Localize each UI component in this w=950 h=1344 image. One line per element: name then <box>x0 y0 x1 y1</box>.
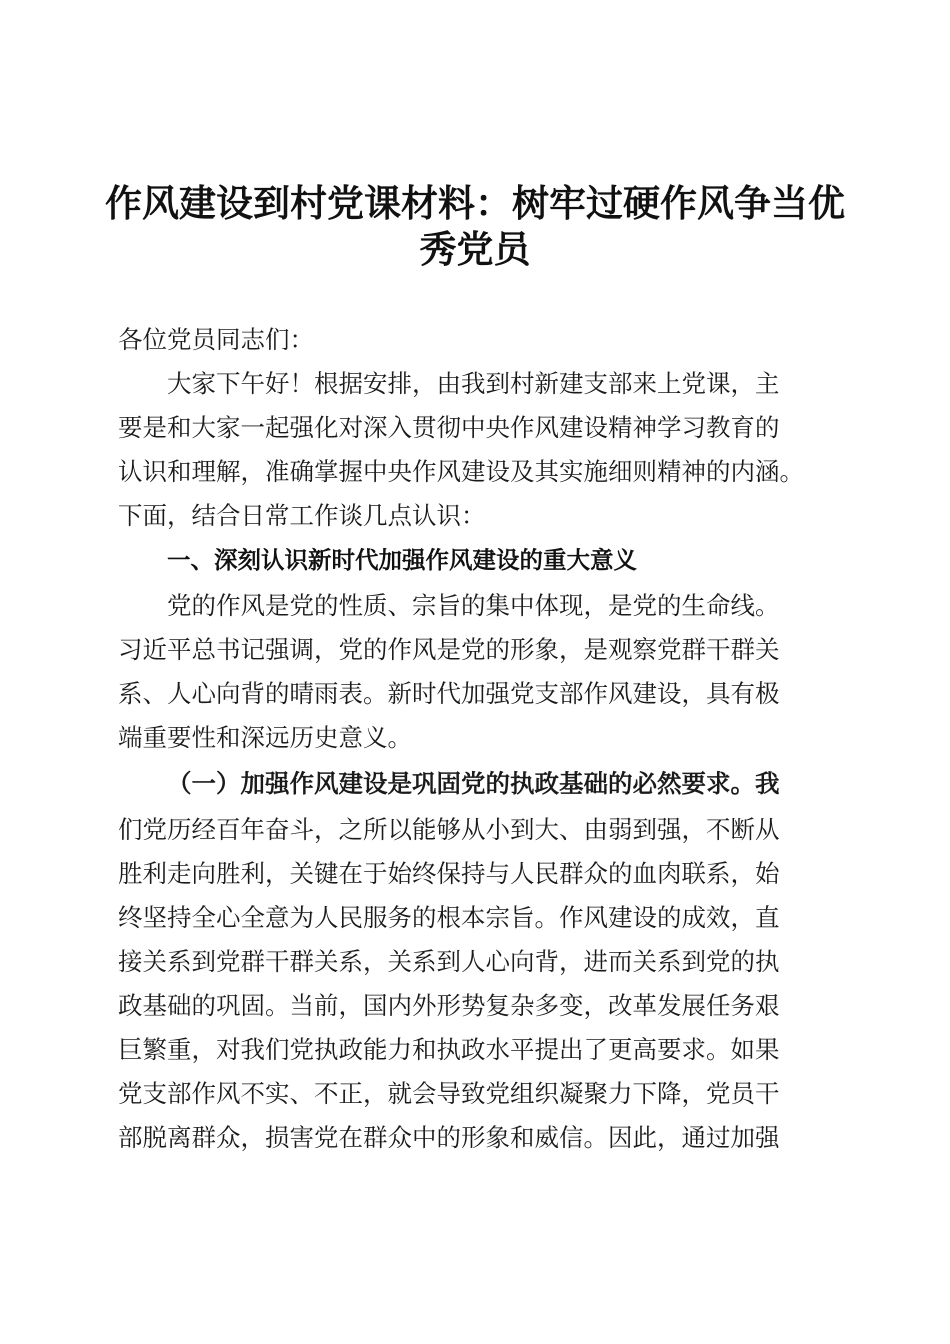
section-1-heading: 一、深刻认识新时代加强作风建设的重大意义 <box>167 546 637 574</box>
subsection-1-line-6: 政基础的巩固。当前，国内外形势复杂多变，改革发展任务艰 <box>118 991 780 1020</box>
subsection-1-line-2: 们党历经百年奋斗，之所以能够从小到大、由弱到强，不断从 <box>118 815 780 844</box>
section-1-line-4: 端重要性和深远历史意义。 <box>118 723 412 752</box>
section-1-line-2: 习近平总书记强调，党的作风是党的形象，是观察党群干群关 <box>118 635 780 664</box>
document-title-line-1: 作风建设到村党课材料：树牢过硬作风争当优 <box>105 181 845 225</box>
intro-line-2: 要是和大家一起强化对深入贯彻中央作风建设精神学习教育的 <box>118 413 780 442</box>
section-1-line-3: 系、人心向背的晴雨表。新时代加强党支部作风建设，具有极 <box>118 679 780 708</box>
subsection-1-line-9: 部脱离群众，损害党在群众中的形象和威信。因此，通过加强 <box>118 1123 780 1152</box>
intro-line-1: 大家下午好！根据安排，由我到村新建支部来上党课，主 <box>167 369 780 398</box>
salutation: 各位党员同志们： <box>118 325 314 354</box>
intro-line-3: 认识和理解，准确掌握中央作风建设及其实施细则精神的内涵。 <box>118 457 804 486</box>
section-1-line-1: 党的作风是党的性质、宗旨的集中体现，是党的生命线。 <box>167 591 780 620</box>
subsection-1-line-4: 终坚持全心全意为人民服务的根本宗旨。作风建设的成效，直 <box>118 903 780 932</box>
subsection-1-line-1: （一）加强作风建设是巩固党的执政基础的必然要求。我 <box>167 769 780 798</box>
subsection-1-line-5: 接关系到党群干群关系，关系到人心向背，进而关系到党的执 <box>118 947 780 976</box>
intro-line-4: 下面，结合日常工作谈几点认识： <box>118 501 486 530</box>
subsection-1-line-8: 党支部作风不实、不正，就会导致党组织凝聚力下降，党员干 <box>118 1079 780 1108</box>
document-title-line-2: 秀党员 <box>419 227 531 271</box>
subsection-1-line-7: 巨繁重，对我们党执政能力和执政水平提出了更高要求。如果 <box>118 1035 780 1064</box>
subsection-1-line-3: 胜利走向胜利，关键在于始终保持与人民群众的血肉联系，始 <box>118 859 780 888</box>
